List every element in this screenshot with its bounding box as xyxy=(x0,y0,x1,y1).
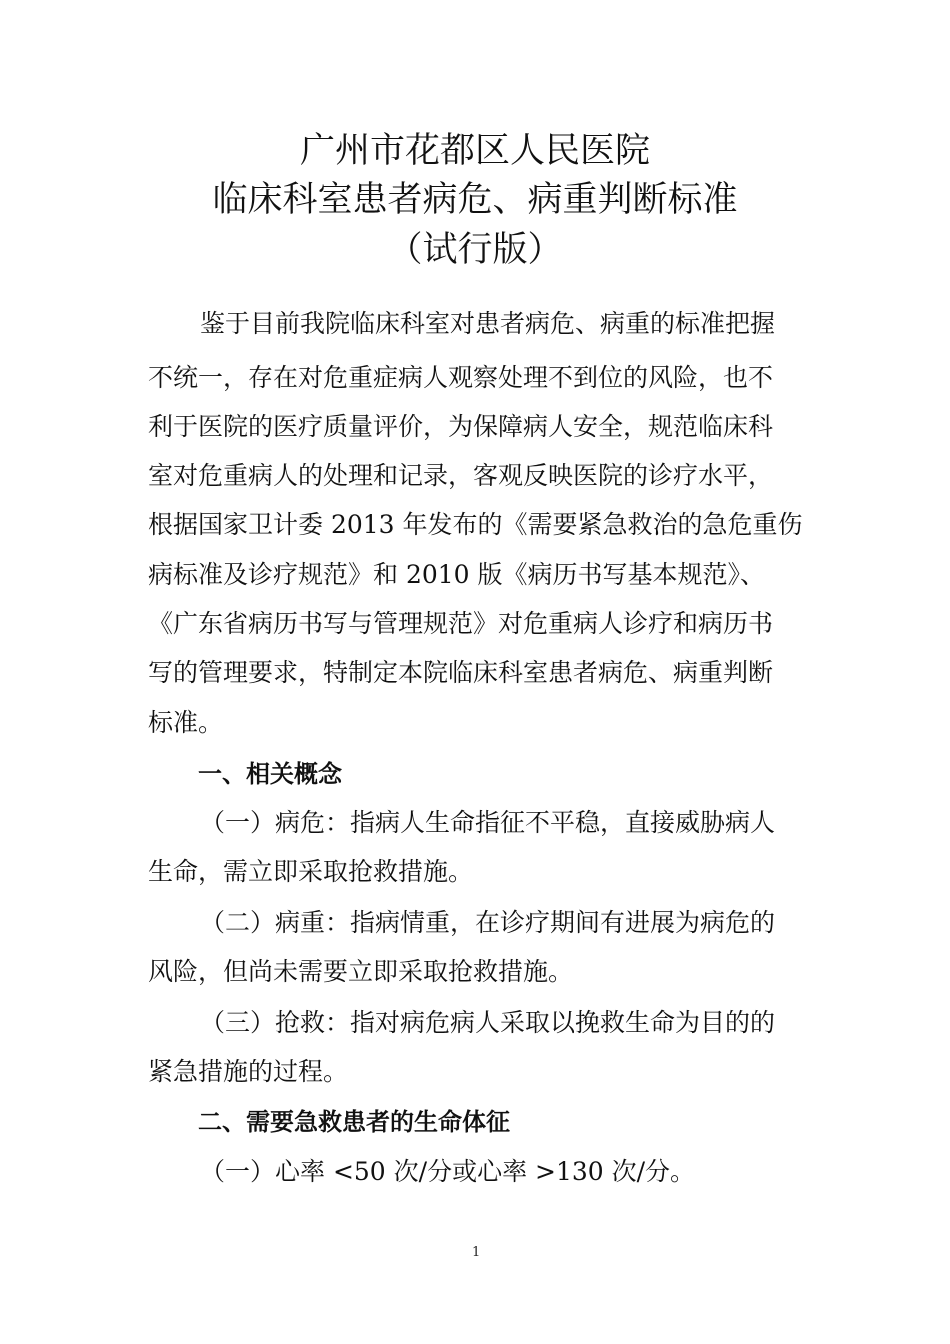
intro-paragraph-line: 写的管理要求，特制定本院临床科室患者病危、病重判断 xyxy=(148,658,774,687)
concept-item-line: （一）病危：指病人生命指征不平稳，直接威胁病人 xyxy=(200,808,776,837)
intro-paragraph-line: 利于医院的医疗质量评价，为保障病人安全，规范临床科 xyxy=(148,412,774,441)
document-title-standard: 临床科室患者病危、病重判断标准 xyxy=(212,180,738,220)
section-heading-vital-signs: 二、需要急救患者的生命体征 xyxy=(198,1108,510,1136)
concept-item-line: （三）抢救：指对病危病人采取以挽救生命为目的的 xyxy=(200,1008,776,1037)
document-title-version: （试行版） xyxy=(387,230,563,270)
intro-paragraph-line: 病标准及诊疗规范》和 2010 版《病历书写基本规范》、 xyxy=(148,560,766,589)
concept-item-line: 生命，需立即采取抢救措施。 xyxy=(148,857,474,886)
intro-paragraph-line: 不统一，存在对危重症病人观察处理不到位的风险，也不 xyxy=(148,363,774,392)
concept-item-line: 风险，但尚未需要立即采取抢救措施。 xyxy=(148,957,574,986)
intro-paragraph-line: 《广东省病历书写与管理规范》对危重病人诊疗和病历书 xyxy=(148,609,774,638)
intro-paragraph-line: 标准。 xyxy=(148,708,224,737)
intro-paragraph-line: 鉴于目前我院临床科室对患者病危、病重的标准把握 xyxy=(200,309,776,338)
concept-item-line: 紧急措施的过程。 xyxy=(148,1057,349,1086)
page-number: 1 xyxy=(472,1245,481,1260)
intro-paragraph-line: 根据国家卫计委 2013 年发布的《需要紧急救治的急危重伤 xyxy=(148,510,803,539)
document-title-hospital: 广州市花都区人民医院 xyxy=(299,131,650,171)
vital-sign-item: （一）心率 <50 次/分或心率 >130 次/分。 xyxy=(200,1157,696,1186)
intro-paragraph-line: 室对危重病人的处理和记录，客观反映医院的诊疗水平， xyxy=(148,461,774,490)
section-heading-concepts: 一、相关概念 xyxy=(198,760,342,788)
concept-item-line: （二）病重：指病情重，在诊疗期间有进展为病危的 xyxy=(200,908,776,937)
